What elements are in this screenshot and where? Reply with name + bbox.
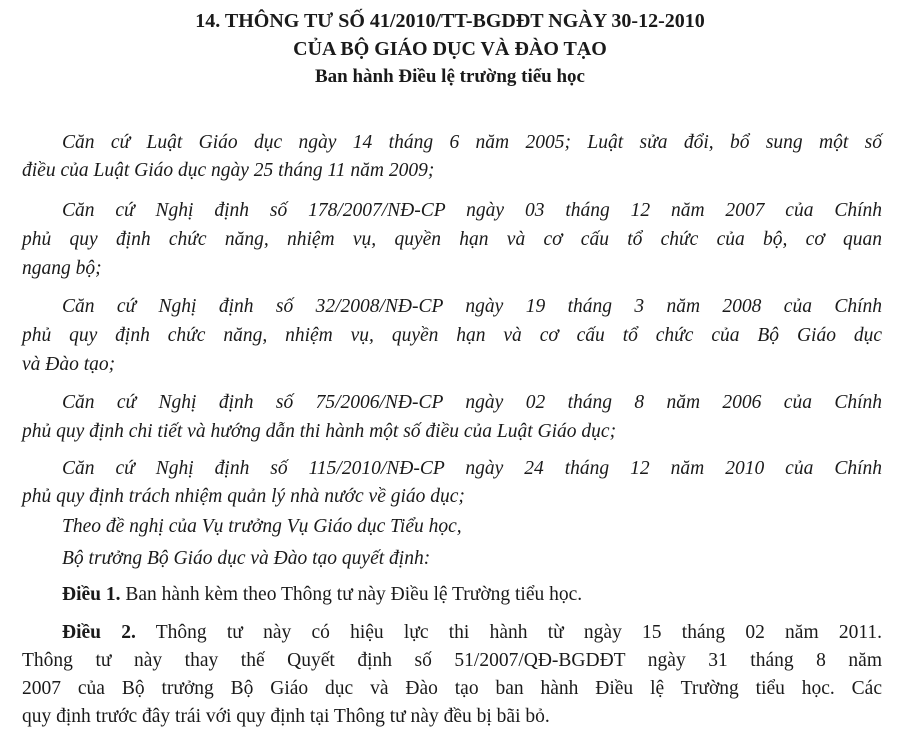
- preamble-p6: Theo đề nghị của Vụ trưởng Vụ Giáo dục Tiểu học,: [62, 516, 462, 537]
- preamble-p3-line-2: phủ quy định chức năng, nhiệm vụ, quyền hạn và cơ cấu tổ chức của Bộ Giáo dục: [22, 325, 882, 346]
- preamble-p7: Bộ trưởng Bộ Giáo dục và Đào tạo quyết định:: [62, 548, 431, 569]
- preamble-p1-line-1: Căn cứ Luật Giáo dục ngày 14 tháng 6 năm 2005; Luật sửa đổi, bổ sung một số: [62, 132, 882, 153]
- article-2-first-sentence: Thông tư này có hiệu lực thi hành từ ngày 15 tháng 02 năm 2011.: [155, 622, 882, 643]
- article-2-line-1: [62, 620, 882, 646]
- document-title-line-2: CỦA BỘ GIÁO DỤC VÀ ĐÀO TẠO: [293, 38, 607, 60]
- article-2-line-4: quy định trước đây trái với quy định tại Thông tư này đều bị bãi bỏ.: [22, 706, 550, 727]
- article-1-label: Điều 1.: [62, 584, 121, 605]
- preamble-p3-line-3: và Đào tạo;: [22, 354, 116, 375]
- preamble-p2-line-3: ngang bộ;: [22, 258, 102, 279]
- preamble-p3-line-1: Căn cứ Nghị định số 32/2008/NĐ-CP ngày 19 tháng 3 năm 2008 của Chính: [62, 296, 882, 317]
- preamble-p5-line-1: Căn cứ Nghị định số 115/2010/NĐ-CP ngày 24 tháng 12 năm 2010 của Chính: [62, 458, 882, 479]
- preamble-p5-line-2: phủ quy định trách nhiệm quản lý nhà nước về giáo dục;: [22, 486, 465, 507]
- preamble-p2-line-1: Căn cứ Nghị định số 178/2007/NĐ-CP ngày 03 tháng 12 năm 2007 của Chính: [62, 200, 882, 221]
- preamble-p2-line-2: phủ quy định chức năng, nhiệm vụ, quyền hạn và cơ cấu tổ chức của bộ, cơ quan: [22, 229, 882, 250]
- preamble-p4-line-2: phủ quy định chi tiết và hướng dẫn thi hành một số điều của Luật Giáo dục;: [22, 421, 617, 442]
- article-2-line-2: Thông tư này thay thế Quyết định số 51/2007/QĐ-BGDĐT ngày 31 tháng 8 năm: [22, 650, 882, 671]
- article-2-label: Điều 2.: [62, 622, 136, 643]
- document-subtitle: Ban hành Điều lệ trường tiểu học: [314, 66, 585, 87]
- preamble-p4-line-1: Căn cứ Nghị định số 75/2006/NĐ-CP ngày 02 tháng 8 năm 2006 của Chính: [62, 392, 882, 413]
- preamble-p1-line-2: điều của Luật Giáo dục ngày 25 tháng 11 năm 2009;: [22, 160, 435, 181]
- article-1: [62, 582, 582, 608]
- document-title-line-1: 14. THÔNG TƯ SỐ 41/2010/TT-BGDĐT NGÀY 30-12-2010: [195, 10, 705, 32]
- article-1-text: Ban hành kèm theo Thông tư này Điều lệ Trường tiểu học.: [125, 584, 583, 605]
- article-2-line-3: 2007 của Bộ trưởng Bộ Giáo dục và Đào tạo ban hành Điều lệ Trường tiểu học. Các: [22, 678, 882, 699]
